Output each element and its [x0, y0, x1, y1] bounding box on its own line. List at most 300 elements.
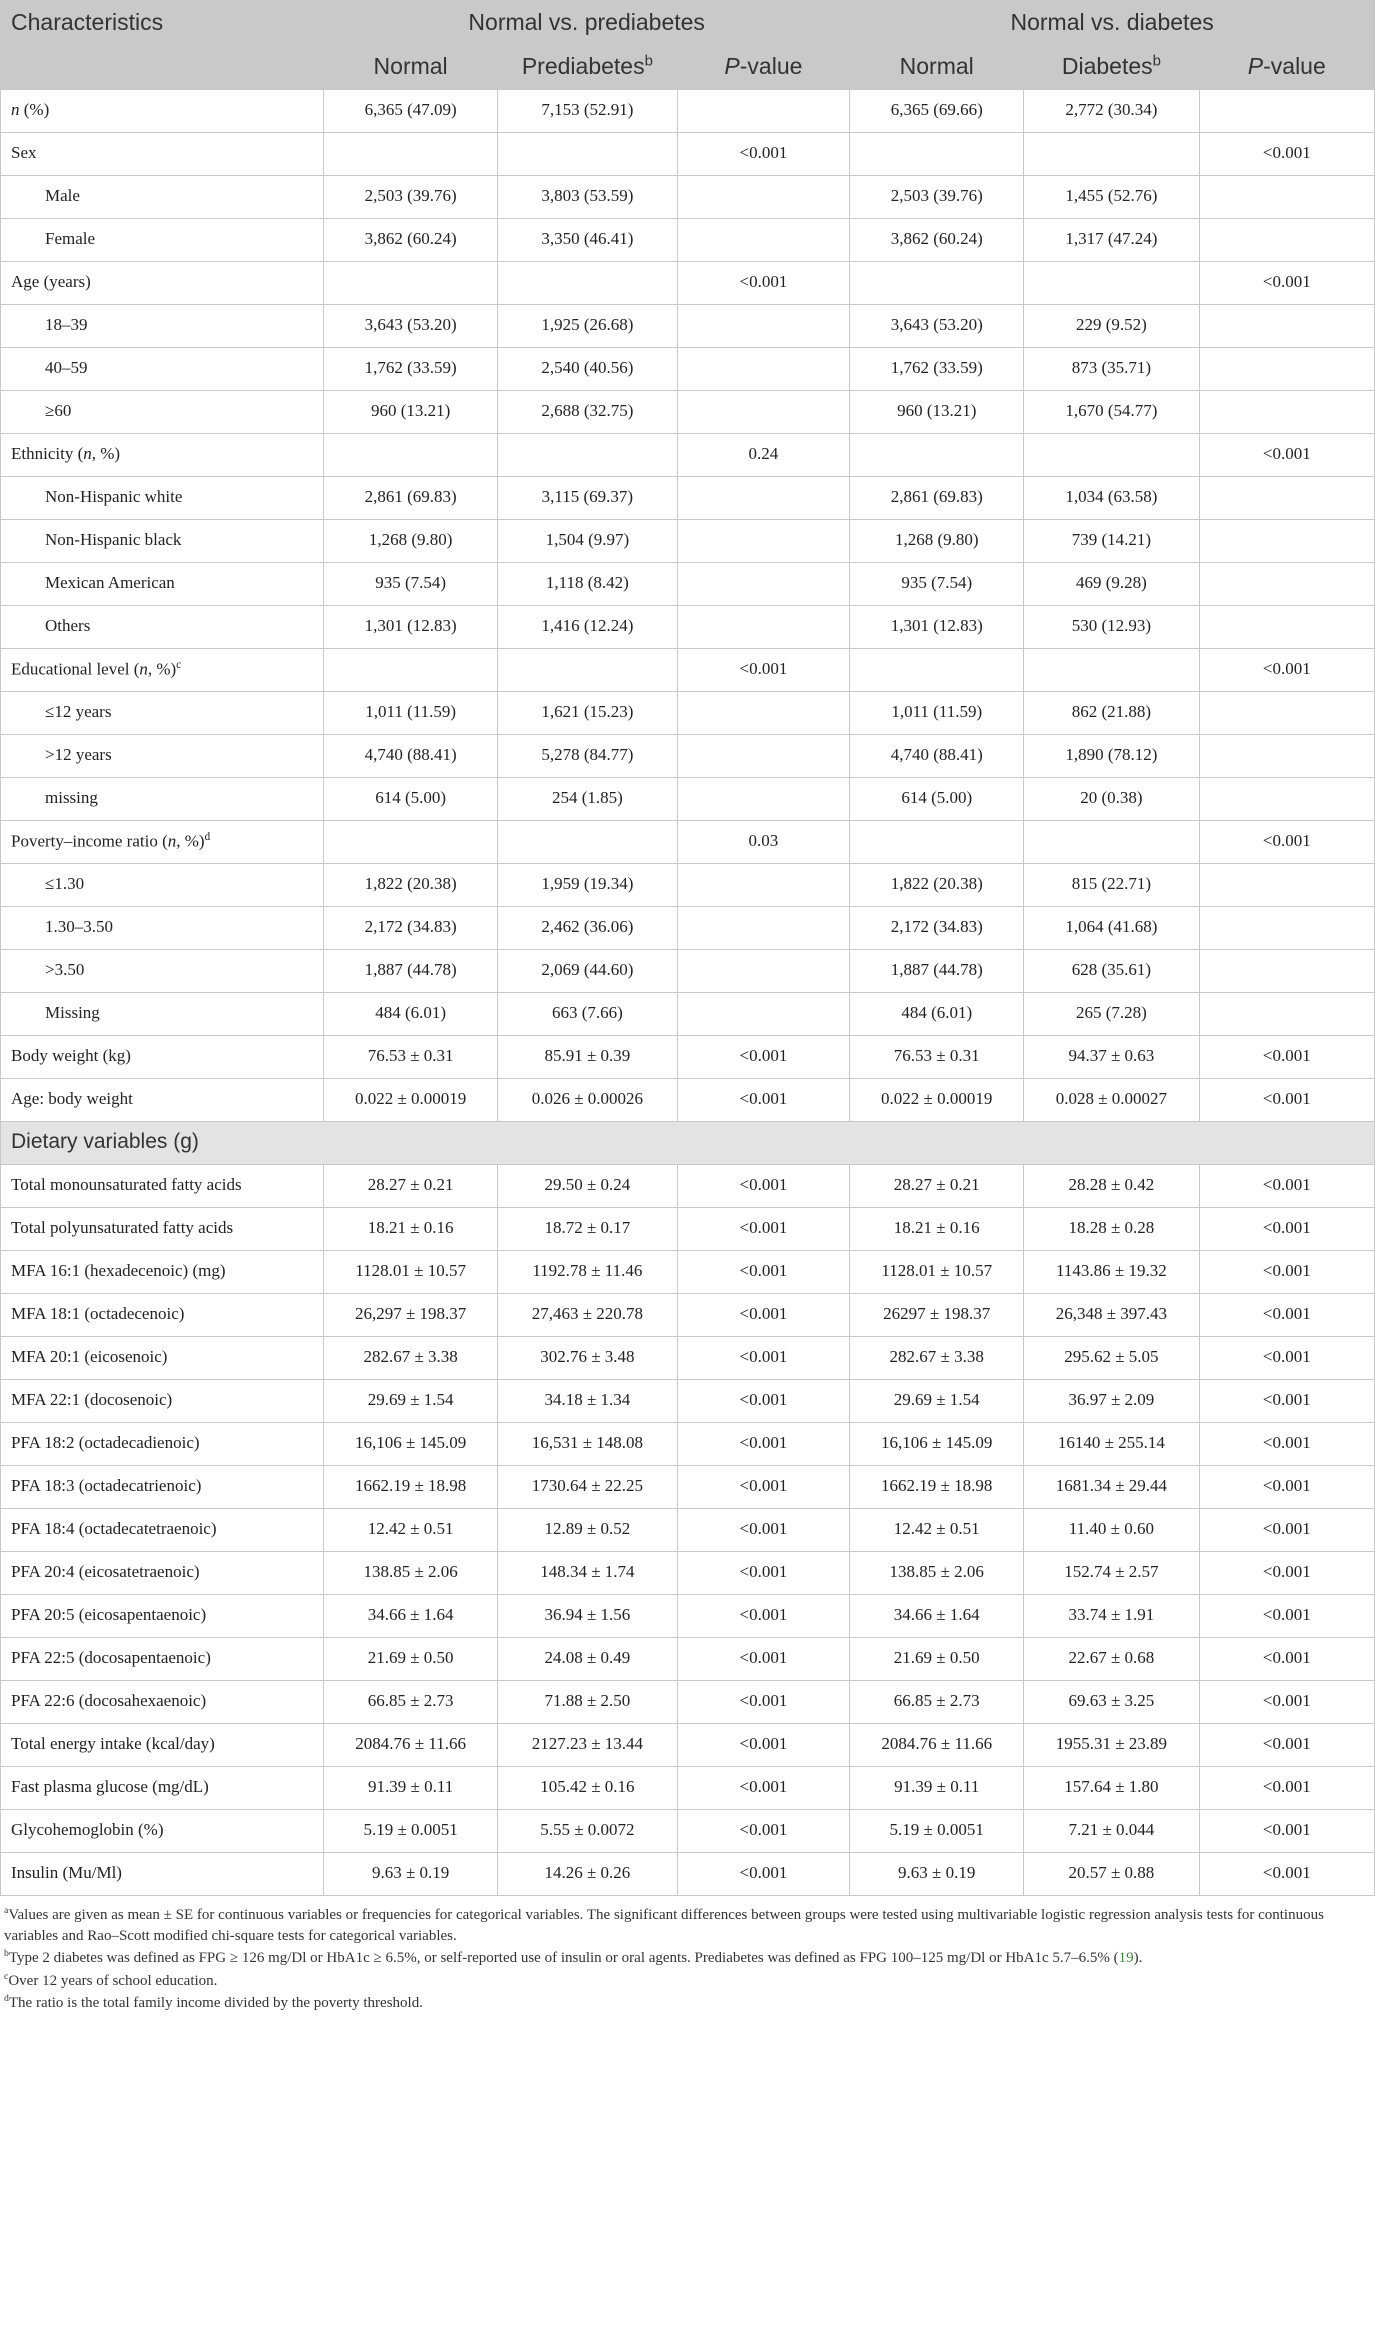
cell-normal: 28.27 ± 0.21: [324, 1164, 498, 1207]
table-row: [1, 691, 1375, 734]
col-header-group-prediabetes: Normal vs. prediabetes: [324, 1, 850, 45]
cell-pvalue-diabetes: <0.001: [1199, 1680, 1374, 1723]
section-header-row: [1, 1121, 1375, 1164]
cell-prediabetes: 1,959 (19.34): [498, 863, 678, 906]
footnotes: [0, 1896, 1375, 2014]
cell-prediabetes: 254 (1.85): [498, 777, 678, 820]
cell-prediabetes: 3,350 (46.41): [498, 218, 678, 261]
row-label: MFA 20:1 (eicosenoic): [1, 1336, 324, 1379]
table-row: [1, 132, 1375, 175]
cell-prediabetes: 2127.23 ± 13.44: [498, 1723, 678, 1766]
cell-normal: 21.69 ± 0.50: [850, 1637, 1024, 1680]
cell-pvalue-diabetes: [1199, 476, 1374, 519]
cell-normal: 12.42 ± 0.51: [324, 1508, 498, 1551]
table-row: [1, 433, 1375, 476]
cell-normal: 3,643 (53.20): [850, 304, 1024, 347]
row-label: >12 years: [1, 734, 324, 777]
row-label: PFA 18:2 (octadecadienoic): [1, 1422, 324, 1465]
cell-prediabetes: 7,153 (52.91): [498, 89, 678, 132]
cell-normal: [324, 261, 498, 304]
row-label: PFA 20:5 (eicosapentaenoic): [1, 1594, 324, 1637]
cell-normal: 2,861 (69.83): [324, 476, 498, 519]
cell-normal: 1,011 (11.59): [850, 691, 1024, 734]
row-label: PFA 22:5 (docosapentaenoic): [1, 1637, 324, 1680]
cell-diabetes: 862 (21.88): [1024, 691, 1199, 734]
table-row: [1, 89, 1375, 132]
cell-diabetes: 20 (0.38): [1024, 777, 1199, 820]
cell-pvalue-diabetes: [1199, 390, 1374, 433]
cell-prediabetes: 2,540 (40.56): [498, 347, 678, 390]
cell-normal: 16,106 ± 145.09: [324, 1422, 498, 1465]
cell-pvalue-prediabetes: [677, 89, 850, 132]
cell-pvalue-diabetes: [1199, 906, 1374, 949]
cell-diabetes: 1,670 (54.77): [1024, 390, 1199, 433]
cell-pvalue-prediabetes: <0.001: [677, 1207, 850, 1250]
cell-diabetes: [1024, 132, 1199, 175]
cell-prediabetes: 148.34 ± 1.74: [498, 1551, 678, 1594]
cell-diabetes: 2,772 (30.34): [1024, 89, 1199, 132]
cell-normal: 76.53 ± 0.31: [324, 1035, 498, 1078]
cell-diabetes: 815 (22.71): [1024, 863, 1199, 906]
cell-diabetes: 1,455 (52.76): [1024, 175, 1199, 218]
cell-pvalue-diabetes: [1199, 777, 1374, 820]
row-label: Missing: [1, 992, 324, 1035]
table-row: [1, 261, 1375, 304]
cell-normal: 935 (7.54): [850, 562, 1024, 605]
cell-normal: 960 (13.21): [850, 390, 1024, 433]
cell-diabetes: 26,348 ± 397.43: [1024, 1293, 1199, 1336]
cell-pvalue-diabetes: <0.001: [1199, 1422, 1374, 1465]
cell-pvalue-diabetes: <0.001: [1199, 1379, 1374, 1422]
cell-prediabetes: 36.94 ± 1.56: [498, 1594, 678, 1637]
table-row: [1, 1336, 1375, 1379]
cell-diabetes: 265 (7.28): [1024, 992, 1199, 1035]
cell-pvalue-prediabetes: [677, 390, 850, 433]
cell-diabetes: 1,890 (78.12): [1024, 734, 1199, 777]
table-row: [1, 863, 1375, 906]
cell-diabetes: 69.63 ± 3.25: [1024, 1680, 1199, 1723]
cell-pvalue-diabetes: <0.001: [1199, 1723, 1374, 1766]
cell-pvalue-prediabetes: <0.001: [677, 1766, 850, 1809]
cell-pvalue-diabetes: [1199, 949, 1374, 992]
row-label: missing: [1, 777, 324, 820]
row-label: Insulin (Mu/Ml): [1, 1852, 324, 1895]
cell-normal: 3,862 (60.24): [850, 218, 1024, 261]
cell-normal: [850, 648, 1024, 691]
col-header-characteristics: Characteristics: [1, 1, 324, 45]
cell-normal: 18.21 ± 0.16: [324, 1207, 498, 1250]
cell-pvalue-diabetes: <0.001: [1199, 1465, 1374, 1508]
row-label: Non-Hispanic white: [1, 476, 324, 519]
cell-normal: [324, 132, 498, 175]
cell-normal: 282.67 ± 3.38: [850, 1336, 1024, 1379]
cell-diabetes: [1024, 261, 1199, 304]
cell-pvalue-diabetes: [1199, 691, 1374, 734]
cell-prediabetes: 16,531 ± 148.08: [498, 1422, 678, 1465]
cell-pvalue-diabetes: <0.001: [1199, 1207, 1374, 1250]
cell-prediabetes: 2,462 (36.06): [498, 906, 678, 949]
cell-diabetes: 11.40 ± 0.60: [1024, 1508, 1199, 1551]
col-header-group-diabetes: Normal vs. diabetes: [850, 1, 1375, 45]
cell-normal: 1,301 (12.83): [324, 605, 498, 648]
cell-diabetes: 28.28 ± 0.42: [1024, 1164, 1199, 1207]
row-label: PFA 18:4 (octadecatetraenoic): [1, 1508, 324, 1551]
table-row: [1, 1723, 1375, 1766]
cell-normal: 138.85 ± 2.06: [850, 1551, 1024, 1594]
cell-normal: 34.66 ± 1.64: [850, 1594, 1024, 1637]
table-row: [1, 1078, 1375, 1121]
cell-pvalue-prediabetes: <0.001: [677, 1035, 850, 1078]
table-row: [1, 476, 1375, 519]
cell-diabetes: 22.67 ± 0.68: [1024, 1637, 1199, 1680]
table-row: [1, 1594, 1375, 1637]
cell-pvalue-diabetes: [1199, 304, 1374, 347]
col-header-pvalue-2: P-value: [1199, 45, 1374, 89]
cell-diabetes: 7.21 ± 0.044: [1024, 1809, 1199, 1852]
cell-prediabetes: 24.08 ± 0.49: [498, 1637, 678, 1680]
row-label: MFA 22:1 (docosenoic): [1, 1379, 324, 1422]
cell-pvalue-prediabetes: <0.001: [677, 1336, 850, 1379]
cell-normal: 484 (6.01): [324, 992, 498, 1035]
table-row: [1, 605, 1375, 648]
table-row: [1, 1164, 1375, 1207]
cell-normal: 91.39 ± 0.11: [850, 1766, 1024, 1809]
cell-pvalue-prediabetes: <0.001: [677, 1852, 850, 1895]
col-header-normal-2: Normal: [850, 45, 1024, 89]
footnote-d: $^d$The ratio is the total family income divided by the poverty threshold.: [4, 1992, 423, 2011]
row-label: MFA 16:1 (hexadecenoic) (mg): [1, 1250, 324, 1293]
row-label: Glycohemoglobin (%): [1, 1809, 324, 1852]
footnote-c: $^c$Over 12 years of school education.: [4, 1970, 218, 1989]
cell-normal: 5.19 ± 0.0051: [324, 1809, 498, 1852]
cell-prediabetes: 1192.78 ± 11.46: [498, 1250, 678, 1293]
cell-pvalue-diabetes: <0.001: [1199, 261, 1374, 304]
cell-pvalue-prediabetes: 0.24: [677, 433, 850, 476]
cell-normal: 1,268 (9.80): [324, 519, 498, 562]
cell-pvalue-diabetes: [1199, 175, 1374, 218]
cell-diabetes: [1024, 820, 1199, 863]
row-label: PFA 18:3 (octadecatrienoic): [1, 1465, 324, 1508]
reference-link[interactable]: 19: [1118, 1950, 1134, 1967]
cell-pvalue-prediabetes: <0.001: [677, 648, 850, 691]
cell-pvalue-diabetes: <0.001: [1199, 1078, 1374, 1121]
cell-normal: 29.69 ± 1.54: [324, 1379, 498, 1422]
cell-prediabetes: [498, 261, 678, 304]
cell-pvalue-prediabetes: [677, 777, 850, 820]
cell-pvalue-prediabetes: <0.001: [677, 1723, 850, 1766]
cell-pvalue-diabetes: <0.001: [1199, 1336, 1374, 1379]
cell-prediabetes: 71.88 ± 2.50: [498, 1680, 678, 1723]
cell-diabetes: [1024, 433, 1199, 476]
cell-normal: 21.69 ± 0.50: [324, 1637, 498, 1680]
cell-normal: 3,862 (60.24): [324, 218, 498, 261]
cell-pvalue-prediabetes: <0.001: [677, 132, 850, 175]
cell-pvalue-diabetes: [1199, 347, 1374, 390]
table-row: [1, 1852, 1375, 1895]
cell-normal: 614 (5.00): [324, 777, 498, 820]
cell-pvalue-diabetes: <0.001: [1199, 132, 1374, 175]
cell-pvalue-prediabetes: [677, 992, 850, 1035]
cell-normal: 0.022 ± 0.00019: [324, 1078, 498, 1121]
cell-pvalue-prediabetes: [677, 476, 850, 519]
cell-diabetes: 36.97 ± 2.09: [1024, 1379, 1199, 1422]
cell-pvalue-diabetes: <0.001: [1199, 1035, 1374, 1078]
cell-prediabetes: 12.89 ± 0.52: [498, 1508, 678, 1551]
cell-normal: 91.39 ± 0.11: [324, 1766, 498, 1809]
row-label: MFA 18:1 (octadecenoic): [1, 1293, 324, 1336]
footnote-b: $^b$Type 2 diabetes was defined as FPG ≥ 126 mg/Dl or HbA1c ≥ 6.5%, or self-reported use of insulin or oral agents. Prediabetes was defined as FPG 100–125 mg/Dl or HbA1c 5.7–6.5% (19).: [4, 1948, 1143, 1967]
cell-diabetes: 157.64 ± 1.80: [1024, 1766, 1199, 1809]
cell-pvalue-diabetes: [1199, 519, 1374, 562]
row-label: Male: [1, 175, 324, 218]
cell-prediabetes: [498, 820, 678, 863]
cell-pvalue-diabetes: <0.001: [1199, 1164, 1374, 1207]
cell-prediabetes: 2,069 (44.60): [498, 949, 678, 992]
cell-prediabetes: 302.76 ± 3.48: [498, 1336, 678, 1379]
cell-normal: 1,762 (33.59): [324, 347, 498, 390]
table-row: [1, 1637, 1375, 1680]
cell-normal: 960 (13.21): [324, 390, 498, 433]
cell-normal: 12.42 ± 0.51: [850, 1508, 1024, 1551]
cell-normal: 2,172 (34.83): [850, 906, 1024, 949]
cell-normal: 935 (7.54): [324, 562, 498, 605]
header-row-groups: [1, 1, 1375, 45]
row-label: Age (years): [1, 261, 324, 304]
cell-pvalue-prediabetes: <0.001: [677, 261, 850, 304]
cell-pvalue-prediabetes: [677, 175, 850, 218]
col-header-diabetes: Diabetes$^b$: [1024, 45, 1199, 89]
cell-pvalue-prediabetes: <0.001: [677, 1422, 850, 1465]
cell-normal: 6,365 (69.66): [850, 89, 1024, 132]
cell-prediabetes: [498, 433, 678, 476]
cell-normal: 282.67 ± 3.38: [324, 1336, 498, 1379]
table-row: [1, 1207, 1375, 1250]
table-row: [1, 1422, 1375, 1465]
cell-normal: 9.63 ± 0.19: [850, 1852, 1024, 1895]
cell-normal: 1,301 (12.83): [850, 605, 1024, 648]
cell-normal: 5.19 ± 0.0051: [850, 1809, 1024, 1852]
cell-prediabetes: 14.26 ± 0.26: [498, 1852, 678, 1895]
cell-prediabetes: 27,463 ± 220.78: [498, 1293, 678, 1336]
cell-pvalue-prediabetes: [677, 605, 850, 648]
cell-pvalue-prediabetes: [677, 347, 850, 390]
cell-normal: [850, 261, 1024, 304]
cell-prediabetes: 0.026 ± 0.00026: [498, 1078, 678, 1121]
cell-pvalue-prediabetes: <0.001: [677, 1551, 850, 1594]
cell-normal: 1,822 (20.38): [324, 863, 498, 906]
row-label: 40–59: [1, 347, 324, 390]
cell-normal: 66.85 ± 2.73: [324, 1680, 498, 1723]
table-row: [1, 648, 1375, 691]
table-row: [1, 1379, 1375, 1422]
table-row: [1, 1465, 1375, 1508]
cell-prediabetes: 3,803 (53.59): [498, 175, 678, 218]
table-row: [1, 175, 1375, 218]
cell-normal: 28.27 ± 0.21: [850, 1164, 1024, 1207]
cell-pvalue-prediabetes: <0.001: [677, 1594, 850, 1637]
cell-pvalue-diabetes: <0.001: [1199, 1637, 1374, 1680]
row-label: n (%): [1, 89, 324, 132]
cell-prediabetes: [498, 132, 678, 175]
cell-diabetes: 530 (12.93): [1024, 605, 1199, 648]
cell-normal: 484 (6.01): [850, 992, 1024, 1035]
cell-pvalue-diabetes: <0.001: [1199, 433, 1374, 476]
cell-normal: 4,740 (88.41): [850, 734, 1024, 777]
cell-normal: 1,268 (9.80): [850, 519, 1024, 562]
cell-normal: [324, 648, 498, 691]
cell-pvalue-prediabetes: <0.001: [677, 1078, 850, 1121]
cell-prediabetes: 18.72 ± 0.17: [498, 1207, 678, 1250]
cell-normal: 9.63 ± 0.19: [324, 1852, 498, 1895]
cell-pvalue-diabetes: [1199, 218, 1374, 261]
row-label: Others: [1, 605, 324, 648]
row-label: Sex: [1, 132, 324, 175]
cell-normal: 76.53 ± 0.31: [850, 1035, 1024, 1078]
col-header-blank: [1, 45, 324, 89]
row-label: Age: body weight: [1, 1078, 324, 1121]
cell-pvalue-diabetes: [1199, 734, 1374, 777]
cell-normal: [850, 433, 1024, 476]
cell-normal: [850, 820, 1024, 863]
row-label: 18–39: [1, 304, 324, 347]
col-header-normal-1: Normal: [324, 45, 498, 89]
row-label: Ethnicity (n, %): [1, 433, 324, 476]
cell-normal: 1,887 (44.78): [850, 949, 1024, 992]
table-row: [1, 949, 1375, 992]
cell-pvalue-diabetes: <0.001: [1199, 1250, 1374, 1293]
cell-diabetes: 16140 ± 255.14: [1024, 1422, 1199, 1465]
row-label: Mexican American: [1, 562, 324, 605]
cell-normal: 0.022 ± 0.00019: [850, 1078, 1024, 1121]
cell-normal: 16,106 ± 145.09: [850, 1422, 1024, 1465]
cell-prediabetes: 5.55 ± 0.0072: [498, 1809, 678, 1852]
cell-normal: [850, 132, 1024, 175]
cell-prediabetes: 85.91 ± 0.39: [498, 1035, 678, 1078]
cell-normal: 2,172 (34.83): [324, 906, 498, 949]
cell-diabetes: 1143.86 ± 19.32: [1024, 1250, 1199, 1293]
cell-pvalue-prediabetes: [677, 304, 850, 347]
row-label: PFA 22:6 (docosahexaenoic): [1, 1680, 324, 1723]
cell-pvalue-prediabetes: <0.001: [677, 1293, 850, 1336]
cell-pvalue-diabetes: [1199, 863, 1374, 906]
table-row: [1, 1809, 1375, 1852]
cell-pvalue-diabetes: <0.001: [1199, 1766, 1374, 1809]
cell-diabetes: 873 (35.71): [1024, 347, 1199, 390]
cell-pvalue-diabetes: [1199, 89, 1374, 132]
cell-normal: 6,365 (47.09): [324, 89, 498, 132]
row-label: >3.50: [1, 949, 324, 992]
cell-diabetes: 20.57 ± 0.88: [1024, 1852, 1199, 1895]
cell-prediabetes: [498, 648, 678, 691]
cell-normal: 1,762 (33.59): [850, 347, 1024, 390]
cell-pvalue-prediabetes: <0.001: [677, 1379, 850, 1422]
cell-pvalue-prediabetes: [677, 734, 850, 777]
row-label: Total monounsaturated fatty acids: [1, 1164, 324, 1207]
cell-prediabetes: 1,925 (26.68): [498, 304, 678, 347]
cell-normal: 2084.76 ± 11.66: [324, 1723, 498, 1766]
cell-pvalue-prediabetes: <0.001: [677, 1680, 850, 1723]
cell-pvalue-diabetes: [1199, 605, 1374, 648]
col-header-pvalue-1: P-value: [677, 45, 850, 89]
cell-pvalue-prediabetes: [677, 562, 850, 605]
table-row: [1, 347, 1375, 390]
col-header-prediabetes: Prediabetes$^b$: [498, 45, 678, 89]
table-row: [1, 1766, 1375, 1809]
cell-normal: 1662.19 ± 18.98: [850, 1465, 1024, 1508]
cell-diabetes: 1,034 (63.58): [1024, 476, 1199, 519]
cell-normal: 1128.01 ± 10.57: [850, 1250, 1024, 1293]
row-label: Fast plasma glucose (mg/dL): [1, 1766, 324, 1809]
table-row: [1, 734, 1375, 777]
cell-diabetes: 469 (9.28): [1024, 562, 1199, 605]
table-row: [1, 1680, 1375, 1723]
cell-normal: 26297 ± 198.37: [850, 1293, 1024, 1336]
row-label: Female: [1, 218, 324, 261]
cell-normal: [324, 433, 498, 476]
cell-diabetes: [1024, 648, 1199, 691]
cell-pvalue-prediabetes: <0.001: [677, 1637, 850, 1680]
row-label: Poverty–income ratio (n, %)$^d$: [1, 820, 324, 863]
cell-normal: 29.69 ± 1.54: [850, 1379, 1024, 1422]
cell-prediabetes: 5,278 (84.77): [498, 734, 678, 777]
cell-diabetes: 0.028 ± 0.00027: [1024, 1078, 1199, 1121]
table-row: [1, 777, 1375, 820]
cell-normal: 1,011 (11.59): [324, 691, 498, 734]
cell-pvalue-prediabetes: <0.001: [677, 1250, 850, 1293]
section-label: Dietary variables (g): [1, 1121, 1375, 1164]
cell-pvalue-prediabetes: [677, 218, 850, 261]
table-row: [1, 1508, 1375, 1551]
row-label: ≤12 years: [1, 691, 324, 734]
table-row: [1, 1551, 1375, 1594]
cell-normal: 2084.76 ± 11.66: [850, 1723, 1024, 1766]
table-row: [1, 1293, 1375, 1336]
table-row: [1, 820, 1375, 863]
cell-pvalue-prediabetes: [677, 906, 850, 949]
cell-pvalue-diabetes: <0.001: [1199, 1508, 1374, 1551]
cell-normal: 2,861 (69.83): [850, 476, 1024, 519]
cell-normal: 18.21 ± 0.16: [850, 1207, 1024, 1250]
cell-normal: 1662.19 ± 18.98: [324, 1465, 498, 1508]
cell-pvalue-diabetes: <0.001: [1199, 1293, 1374, 1336]
cell-pvalue-prediabetes: <0.001: [677, 1508, 850, 1551]
cell-normal: 2,503 (39.76): [324, 175, 498, 218]
cell-prediabetes: 1,416 (12.24): [498, 605, 678, 648]
cell-prediabetes: 2,688 (32.75): [498, 390, 678, 433]
table-row: [1, 992, 1375, 1035]
cell-diabetes: 152.74 ± 2.57: [1024, 1551, 1199, 1594]
table-row: [1, 562, 1375, 605]
cell-pvalue-diabetes: <0.001: [1199, 820, 1374, 863]
cell-normal: 1,822 (20.38): [850, 863, 1024, 906]
cell-diabetes: 295.62 ± 5.05: [1024, 1336, 1199, 1379]
cell-prediabetes: 29.50 ± 0.24: [498, 1164, 678, 1207]
cell-pvalue-diabetes: [1199, 562, 1374, 605]
cell-diabetes: 739 (14.21): [1024, 519, 1199, 562]
cell-pvalue-prediabetes: [677, 519, 850, 562]
cell-normal: 26,297 ± 198.37: [324, 1293, 498, 1336]
cell-pvalue-diabetes: <0.001: [1199, 1594, 1374, 1637]
cell-pvalue-diabetes: <0.001: [1199, 1852, 1374, 1895]
cell-diabetes: 33.74 ± 1.91: [1024, 1594, 1199, 1637]
cell-prediabetes: 1730.64 ± 22.25: [498, 1465, 678, 1508]
cell-pvalue-diabetes: [1199, 992, 1374, 1035]
cell-pvalue-diabetes: <0.001: [1199, 1809, 1374, 1852]
row-label: Non-Hispanic black: [1, 519, 324, 562]
footnote-a: $^a$Values are given as mean ± SE for continuous variables or frequencies for categorical variables. The significant differences between groups were tested using multivariable logistic regression analysis tests for continuous variables and Rao–Scott modified chi-square tests for categorical variables.: [4, 1904, 1324, 1944]
cell-normal: [324, 820, 498, 863]
row-label: Body weight (kg): [1, 1035, 324, 1078]
